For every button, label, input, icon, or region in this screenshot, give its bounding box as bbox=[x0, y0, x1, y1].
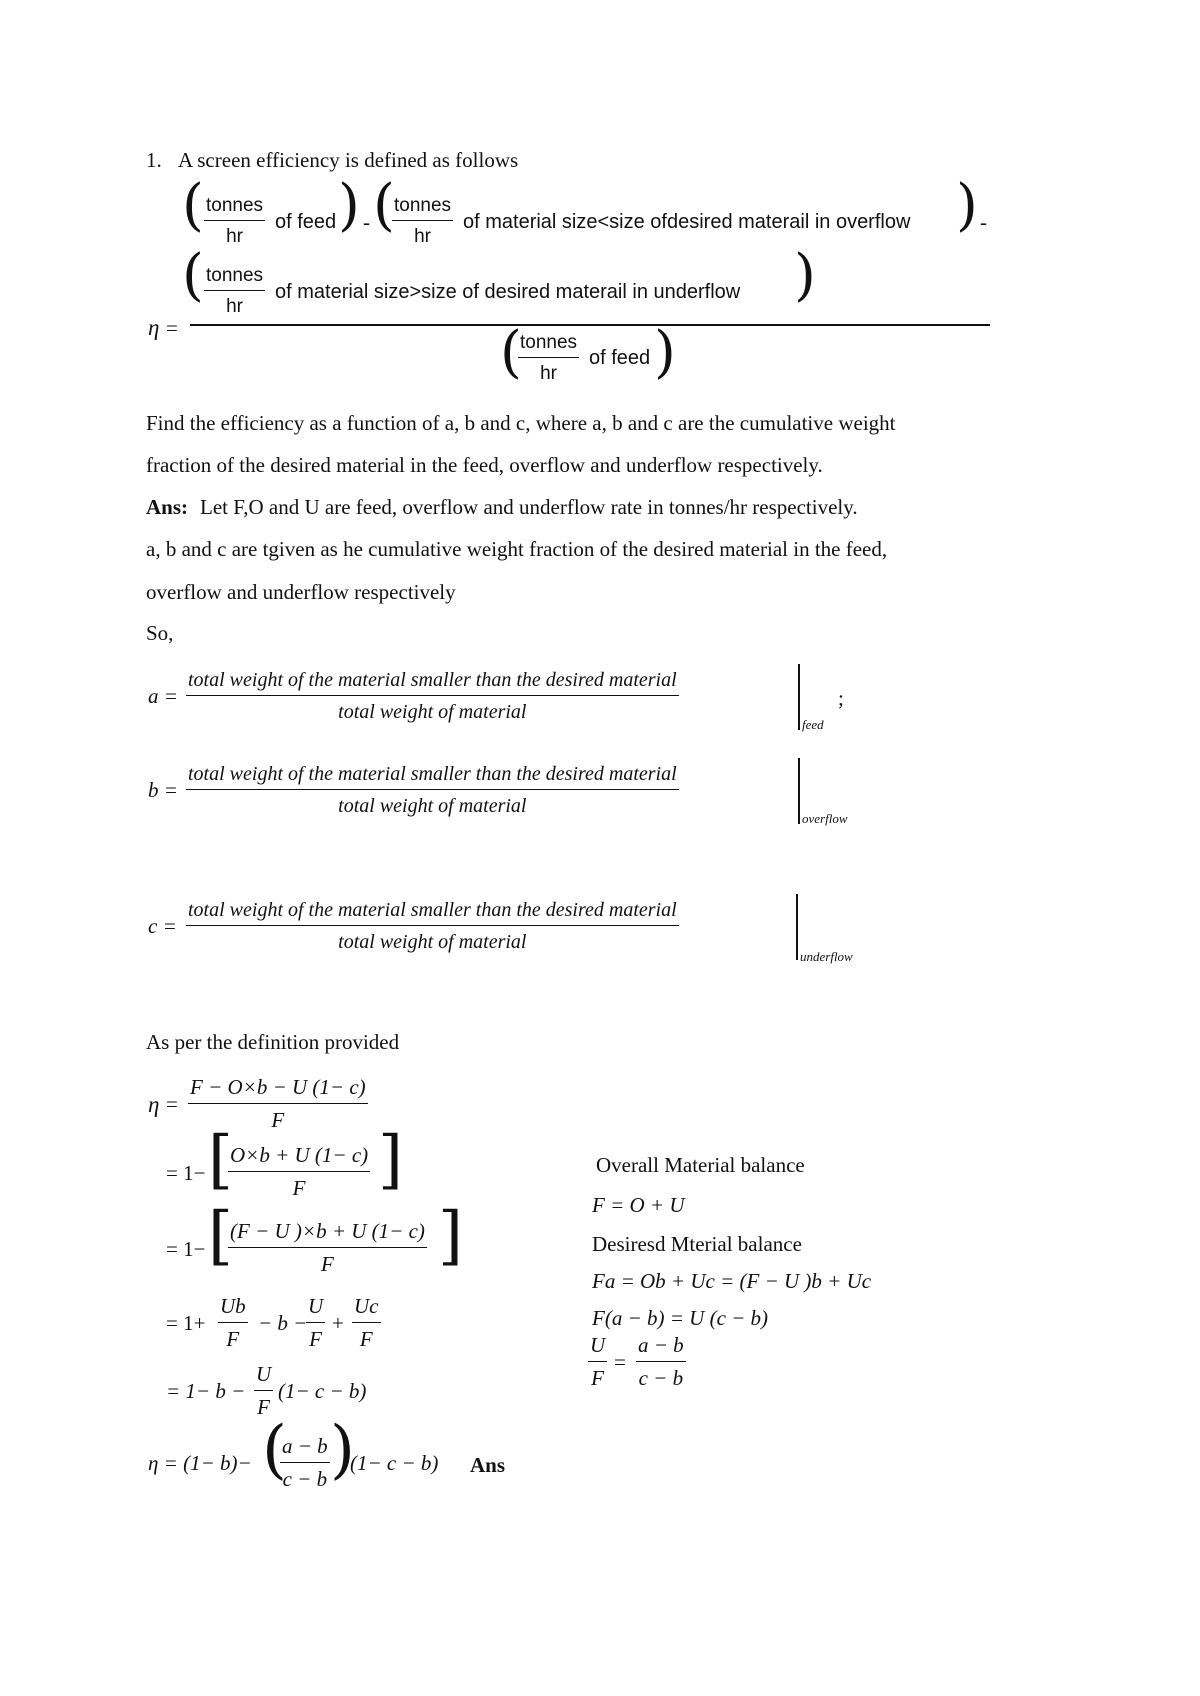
b-den: total weight of material bbox=[338, 795, 527, 817]
def-eq: = bbox=[166, 316, 178, 340]
d3-pre: = 1− bbox=[166, 1237, 206, 1261]
def-tonnes-4: tonnes bbox=[518, 333, 579, 358]
a-num: total weight of the material smaller than the desired material bbox=[186, 670, 679, 696]
c-num: total weight of the material smaller than the desired material bbox=[186, 900, 679, 926]
a-den: total weight of material bbox=[338, 701, 527, 723]
deriv-eta: η bbox=[148, 1092, 160, 1117]
d5-post: (1− c − b) bbox=[278, 1379, 367, 1403]
final-ans: Ans bbox=[470, 1453, 506, 1477]
bal-title-overall: Overall Material balance bbox=[596, 1153, 805, 1177]
d1-num: F − O×b − U (1− c) bbox=[188, 1077, 368, 1104]
ans-label: Ans: bbox=[146, 495, 189, 519]
bal-eq-overall: F = O + U bbox=[592, 1193, 685, 1217]
ans-line-1: Let F,O and U are feed, overflow and underflow rate in tonnes/hr respectively. bbox=[200, 495, 858, 519]
bal-fn2: a − b bbox=[636, 1335, 686, 1362]
d4-f3n: Uc bbox=[352, 1296, 381, 1323]
bal-eq-rearranged: F(a − b) = U (c − b) bbox=[592, 1306, 769, 1330]
def-of-overflow: of material size<size ofdesired materail in overflow bbox=[463, 211, 911, 233]
def-eta: η bbox=[148, 315, 160, 340]
d4-f1d: F bbox=[226, 1327, 240, 1351]
d4-f3d: F bbox=[359, 1327, 373, 1351]
find-line-1: Find the efficiency as a function of a, b and c, where a, b and c are the cumulative weight bbox=[146, 411, 896, 435]
def-den-of-feed: of feed bbox=[589, 347, 651, 369]
def-of-underflow: of material size>size of desired materail in underflow bbox=[275, 281, 741, 303]
d4-f2d: F bbox=[309, 1327, 322, 1351]
sub-overflow: overflow bbox=[802, 811, 848, 826]
d4-mid: − b − bbox=[258, 1311, 308, 1335]
d4-pre: = 1+ bbox=[166, 1311, 206, 1335]
find-line-2: fraction of the desired material in the feed, overflow and underflow respectively. bbox=[146, 453, 823, 477]
d2-pre: = 1− bbox=[166, 1161, 206, 1185]
d1-den: F bbox=[271, 1108, 285, 1132]
ans-line-3: overflow and underflow respectively bbox=[146, 580, 456, 604]
c-den: total weight of material bbox=[338, 931, 527, 953]
d2-num: O×b + U (1− c) bbox=[228, 1145, 370, 1172]
final-fd: c − b bbox=[282, 1467, 328, 1491]
d5-fd: F bbox=[257, 1395, 270, 1419]
d3-den: F bbox=[321, 1252, 334, 1276]
var-a: a = bbox=[148, 684, 178, 708]
var-c: c = bbox=[148, 914, 177, 938]
def-hr: hr bbox=[226, 226, 243, 247]
def-tonnes: tonnes bbox=[204, 196, 265, 221]
so-label: So, bbox=[146, 621, 174, 645]
bal-eq-desired: Fa = Ob + Uc = (F − U )b + Uc bbox=[592, 1269, 872, 1293]
question-number: 1. bbox=[146, 148, 162, 172]
d2-den: F bbox=[292, 1176, 306, 1200]
bal-fn1: U bbox=[588, 1335, 607, 1362]
final-fn: a − b bbox=[280, 1436, 330, 1463]
bal-fd1: F bbox=[591, 1366, 604, 1390]
def-hr-3: hr bbox=[226, 296, 243, 317]
sub-feed: feed bbox=[802, 717, 824, 732]
def-hr-4: hr bbox=[540, 363, 557, 384]
def-hr-2: hr bbox=[414, 226, 431, 247]
question-intro: A screen efficiency is defined as follows bbox=[178, 148, 519, 172]
d5-pre: = 1− b − bbox=[166, 1379, 246, 1403]
deriv-eq: = bbox=[166, 1092, 178, 1116]
d5-fn: U bbox=[254, 1364, 273, 1391]
final-pre: η = (1− b)− bbox=[148, 1451, 252, 1475]
sub-underflow: underflow bbox=[800, 949, 853, 964]
def-tonnes-3: tonnes bbox=[204, 266, 265, 291]
d4-plus: + bbox=[332, 1311, 344, 1335]
def-of-feed: of feed bbox=[275, 211, 337, 233]
bal-eq-sign: = bbox=[614, 1350, 626, 1374]
def-minus-2: - bbox=[980, 210, 987, 234]
per-def-text: As per the definition provided bbox=[146, 1030, 400, 1054]
d4-f1n: Ub bbox=[218, 1296, 248, 1323]
b-num: total weight of the material smaller than the desired material bbox=[186, 764, 679, 790]
d3-num: (F − U )×b + U (1− c) bbox=[228, 1221, 427, 1248]
def-tonnes-2: tonnes bbox=[392, 196, 453, 221]
def-main-fraction-bar bbox=[190, 324, 990, 326]
ans-line-2: a, b and c are tgiven as he cumulative weight fraction of the desired material in the feed, bbox=[146, 537, 888, 561]
bal-fd2: c − b bbox=[638, 1366, 684, 1390]
semicolon: ; bbox=[838, 686, 844, 710]
final-post: (1− c − b) bbox=[350, 1451, 439, 1475]
d4-f2n: U bbox=[306, 1296, 325, 1323]
var-b: b = bbox=[148, 778, 178, 802]
bal-title-desired: Desiresd Mterial balance bbox=[592, 1232, 802, 1256]
def-minus-1: - bbox=[363, 210, 370, 234]
